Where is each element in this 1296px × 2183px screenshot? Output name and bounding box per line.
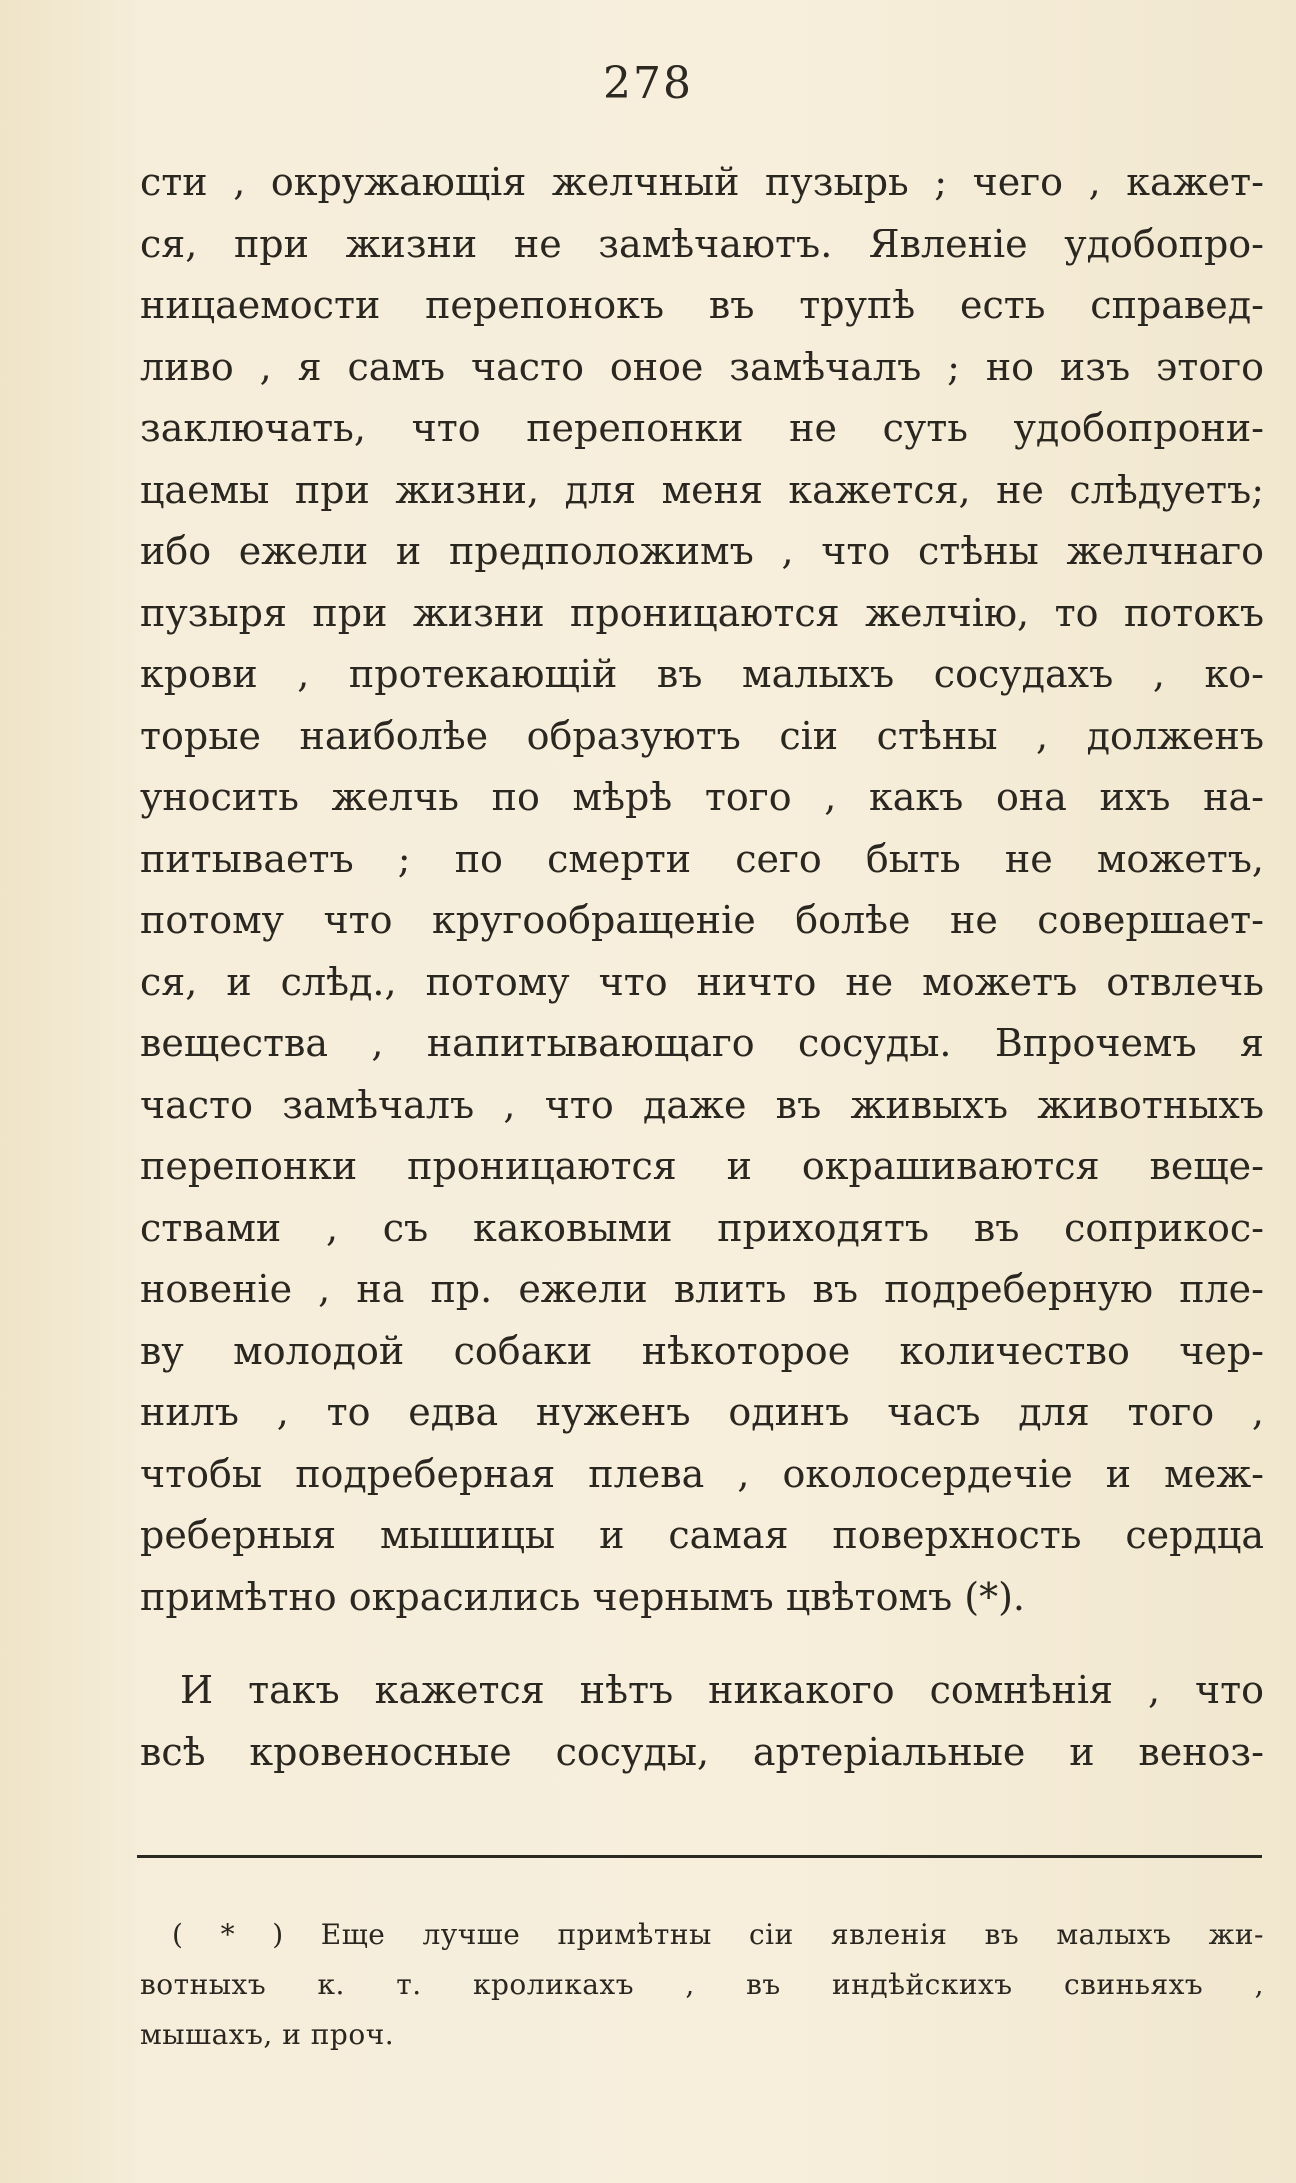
footnote-line: ( * ) Еще лучше примѣтны сіи явленія въ малыхъ жи-	[172, 1918, 1264, 1951]
main-text	[140, 152, 1264, 1783]
paragraph-gap	[140, 1628, 1264, 1660]
text-line: ся, и слѣд., потому что ничто не можетъ отвлечь	[140, 959, 1264, 1004]
text-line: пузыря при жизни проницаются желчію, то потокъ	[140, 590, 1264, 635]
text-line: часто замѣчалъ , что даже въ живыхъ животныхъ	[140, 1082, 1264, 1127]
text-line: ствами , съ каковыми приходятъ въ соприкос-	[140, 1205, 1264, 1250]
text-line: примѣтно окрасились чернымъ цвѣтомъ (*).	[140, 1574, 1026, 1619]
paragraph-1	[140, 152, 1264, 1628]
footnote-divider	[137, 1855, 1262, 1858]
text-line: сти , окружающія желчный пузырь ; чего , кажет-	[140, 160, 1264, 204]
text-line: новеніе , на пр. ежели влить въ подреберную пле-	[140, 1267, 1264, 1311]
text-line: ся, при жизни не замѣчаютъ. Явленіе удобопро-	[140, 221, 1264, 266]
footnote	[140, 1910, 1264, 2060]
text-line: ницаемости перепонокъ въ трупѣ есть справед-	[140, 283, 1264, 327]
text-line: нилъ , то едва нуженъ одинъ часъ для того ,	[140, 1390, 1264, 1434]
paragraph-2	[140, 1660, 1264, 1783]
text-line: И такъ кажется нѣтъ никакого сомнѣнія , что	[180, 1668, 1264, 1712]
text-line: заключать, что перепонки не суть удобопрони-	[140, 406, 1264, 450]
text-line: уносить желчь по мѣрѣ того , какъ она ихъ на-	[140, 775, 1264, 819]
page-number: 278	[603, 58, 693, 109]
text-line: реберныя мышицы и самая поверхность сердца	[140, 1513, 1264, 1557]
text-line: всѣ кровеносные сосуды, артеріальные и веноз-	[140, 1729, 1264, 1774]
text-line: цаемы при жизни, для меня кажется, не слѣдуетъ;	[140, 467, 1264, 512]
text-line: ливо , я самъ часто оное замѣчалъ ; но изъ этого	[140, 344, 1264, 389]
text-line: торые наиболѣе образуютъ сіи стѣны , долженъ	[140, 713, 1264, 758]
text-line: чтобы подреберная плева , околосердечіе и меж-	[140, 1451, 1264, 1496]
text-line: перепонки проницаются и окрашиваются веще-	[140, 1144, 1264, 1188]
text-line: питываетъ ; по смерти сего быть не можетъ,	[140, 836, 1264, 881]
footnote-line: мышахъ, и проч.	[140, 2018, 395, 2051]
text-line: потому что кругообращеніе болѣе не совершает-	[140, 898, 1264, 942]
text-line: вещества , напитывающаго сосуды. Впрочемъ я	[140, 1021, 1264, 1065]
footnote-line: вотныхъ к. т. кроликахъ , въ индѣйскихъ свиньяхъ ,	[140, 1968, 1264, 2001]
text-line: крови , протекающій въ малыхъ сосудахъ , ко-	[140, 652, 1264, 696]
text-line: ву молодой собаки нѣкоторое количество чер-	[140, 1328, 1264, 1373]
text-line: ибо ежели и предположимъ , что стѣны желчнаго	[140, 529, 1264, 573]
